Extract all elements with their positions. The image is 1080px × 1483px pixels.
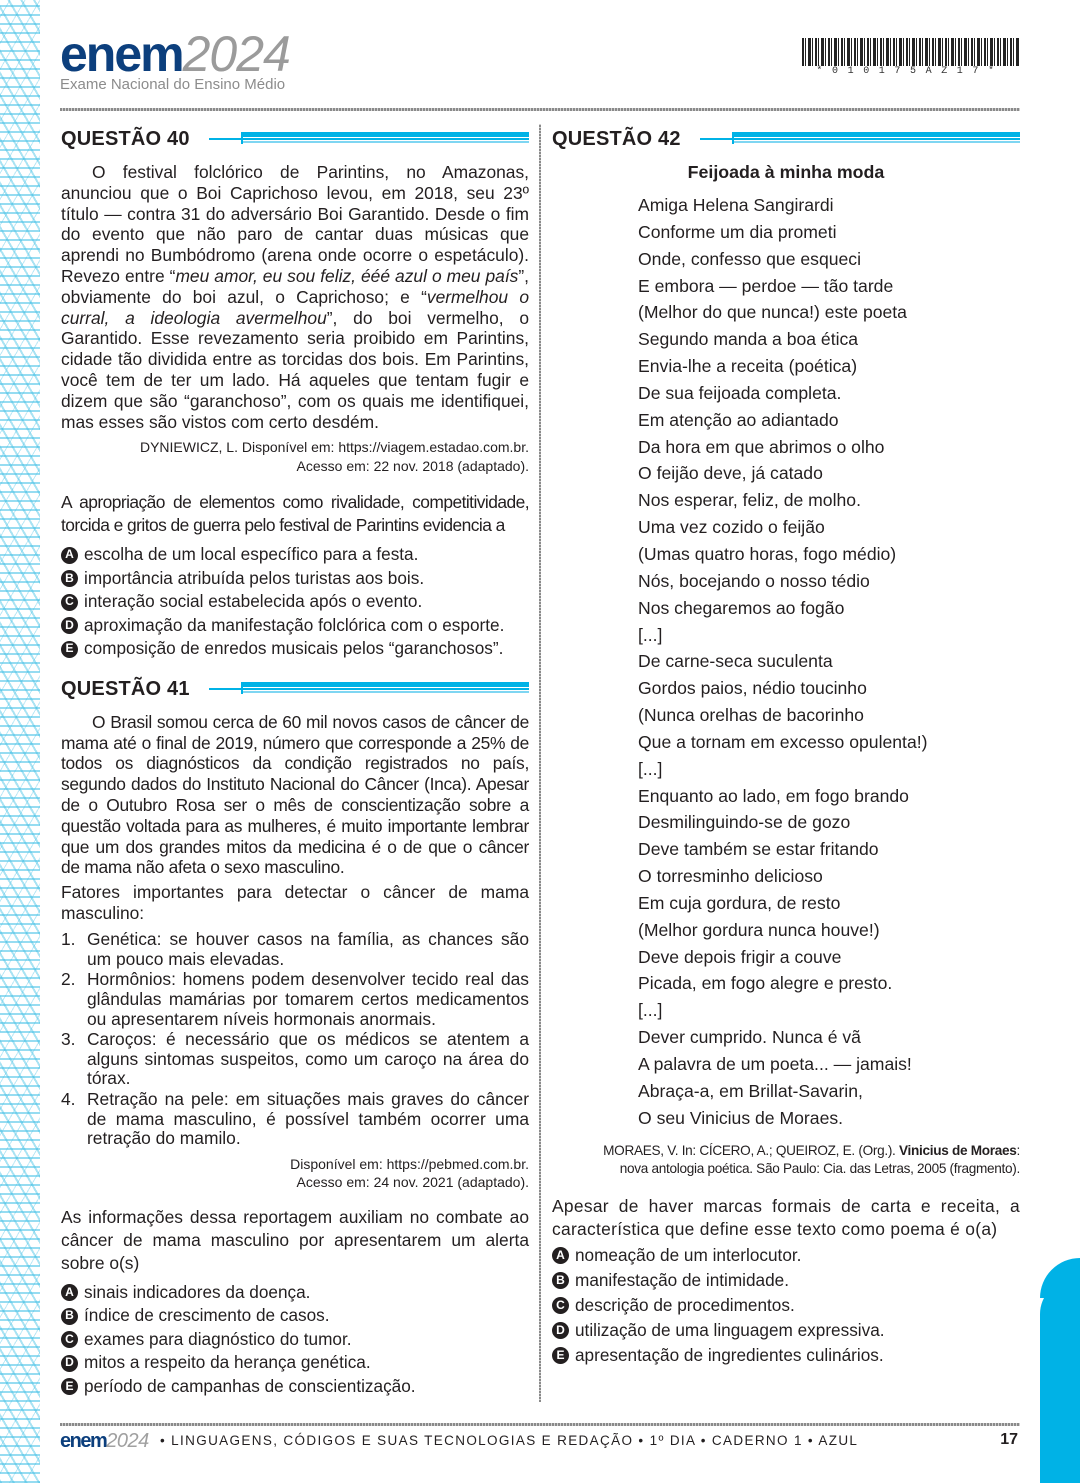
question-title: QUESTÃO 41 xyxy=(61,677,190,700)
poem-verse: O feijão deve, já catado xyxy=(638,463,823,484)
answer-options xyxy=(61,543,529,661)
option-letter-icon: C xyxy=(61,594,78,611)
poem-verse: Dever cumprido. Nunca é vã xyxy=(638,1027,861,1048)
list-item: 2. Hormônios: homens podem desenvolver tecido real das glândulas mamárias por tomarem certos medicamentos ou apresentarem níveis hormonais anormais. xyxy=(61,969,529,1029)
question-stem: A apropriação de elementos como rivalidade, competitividade, torcida e gritos de guerra pelo festival de Parintins evidencia a xyxy=(61,492,529,536)
poem-verse: [...] xyxy=(638,624,663,645)
poem-verse: [...] xyxy=(638,758,663,779)
poem-verse: Que a tornam em excesso opulenta!) xyxy=(638,731,928,752)
passage-text: O festival folclórico de Parintins, no Amazonas, anunciou que o Boi Caprichoso levou, em 2018, seu 23º título — contra 31 do adversário Boi Garantido. Desde o fim do evento que não paro de cantar duas músicas que aprendi no Bumbódromo (arena onde ocorre o espetáculo). Revezo entre “meu amor, eu sou feliz, ééé azul o meu país”, obviamente do boi azul, o Caprichoso; e “vermelhou o curral, a ideologia avermelhou”, do boi vermelho, o Garantido. Esse revezamento seria proibido em Parintins, cidade tão dividida entre as torcidas dos bois. Em Parintins, você tem de ter um lado. Há aqueles que tentam fugir e dizem que são “garanchoso”, com os quais me identifiquei, mas esses são vistos com certo desdém. xyxy=(61,162,529,432)
poem-verse: E embora — perdoe — tão tarde xyxy=(638,275,894,296)
option-c[interactable]: C exames para diagnóstico do tumor. xyxy=(61,1328,529,1352)
poem-verse: Nos chegaremos ao fogão xyxy=(638,597,845,618)
answer-options xyxy=(61,1281,529,1399)
poem-verse: Deve também se estar fritando xyxy=(638,839,879,860)
option-letter-icon: C xyxy=(61,1331,78,1348)
option-letter-icon: E xyxy=(552,1347,569,1364)
option-letter-icon: A xyxy=(61,1284,78,1301)
left-column xyxy=(61,126,529,1398)
exam-subtitle: Exame Nacional do Ensino Médio xyxy=(60,76,286,93)
poem-verse: Desmilinguindo-se de gozo xyxy=(638,812,851,833)
option-c[interactable]: C interação social estabelecida após o evento. xyxy=(61,590,529,614)
list-item: 3. Caroços: é necessário que os médicos se atentem a alguns sintomas suspeitos, como um caroço na área do tórax. xyxy=(61,1029,529,1089)
header-divider xyxy=(60,108,1020,111)
title-bar-decoration xyxy=(209,132,529,146)
poem-verse: Uma vez cozido o feijão xyxy=(638,517,825,538)
poem-verse: (Umas quatro horas, fogo médio) xyxy=(638,543,897,564)
option-a[interactable]: A sinais indicadores da doença. xyxy=(61,1281,529,1305)
option-letter-icon: E xyxy=(61,641,78,658)
passage-source: DYNIEWICZ, L. Disponível em: https://viagem.estadao.com.br. Acesso em: 22 nov. 2018 (adaptado). xyxy=(139,439,529,474)
question-40 xyxy=(61,126,529,661)
poem-verse: (Melhor gordura nunca houve!) xyxy=(638,919,880,940)
question-stem: Apesar de haver marcas formais de carta e receita, a característica que define esse texto como poema é o(a) xyxy=(552,1195,1020,1239)
poem-verse: Segundo manda a boa ética xyxy=(638,329,859,350)
poem-source: MORAES, V. In: CÍCERO, A.; QUEIROZ, E. (Org.). Vinicius de Moraes: nova antologia poética. São Paulo: Cia. das Letras, 2005 (fragmento). xyxy=(603,1142,1020,1177)
list-item: 1. Genética: se houver casos na família, as chances são um pouco mais elevadas. xyxy=(61,929,529,969)
poem-verse: Nos esperar, feliz, de molho. xyxy=(638,490,861,511)
question-title: QUESTÃO 42 xyxy=(552,128,681,150)
column-divider xyxy=(539,124,541,1402)
poem-verse: Abraça-a, em Brillat-Savarin, xyxy=(638,1080,863,1101)
option-letter-icon: D xyxy=(552,1322,569,1339)
poem-verse: Nós, bocejando o nosso tédio xyxy=(638,570,870,591)
poem-verse: Gordos paios, nédio toucinho xyxy=(638,678,867,699)
option-letter-icon: A xyxy=(61,547,78,564)
poem-verse: Da hora em que abrimos o olho xyxy=(638,436,885,457)
poem-verse: O torresminho delicioso xyxy=(638,866,823,887)
color-tab-azul xyxy=(1040,1258,1080,1483)
poem-verse: Em atenção ao adiantado xyxy=(638,409,839,430)
poem-verse: De carne-seca suculenta xyxy=(638,651,833,672)
poem-verse: De sua feijoada completa. xyxy=(638,382,842,403)
poem-body xyxy=(638,192,1020,1132)
poem-verse: Enquanto ao lado, em fogo brando xyxy=(638,785,909,806)
footer-enem-logo: enem2024 xyxy=(60,1430,149,1452)
enem-logo: enem2024 xyxy=(60,26,290,82)
poem-verse: Deve depois frigir a couve xyxy=(638,946,842,967)
poem-verse: Amiga Helena Sangirardi xyxy=(638,195,834,215)
question-title: QUESTÃO 40 xyxy=(61,128,190,150)
option-letter-icon: A xyxy=(552,1247,569,1264)
title-bar-decoration xyxy=(700,132,1020,146)
passage-text: O Brasil somou cerca de 60 mil novos casos de câncer de mama até o final de 2019, número que corresponde a 25% de todos os diagnósticos da condição registrados no país, segundo dados do Instituto Nacional do Câncer (Inca). Apesar de o Outubro Rosa ser o mês de conscientização sobre a questão voltada para as mulheres, é muito importante lembrar que um dos grandes mitos da medicina é o de que o câncer de mama não afeta o sexo masculino. xyxy=(61,711,529,878)
option-b[interactable]: B manifestação de intimidade. xyxy=(552,1268,1020,1293)
decorative-pattern-strip xyxy=(0,0,40,1483)
option-d[interactable]: D utilização de uma linguagem expressiva. xyxy=(552,1318,1020,1343)
poem-verse: Envia-lhe a receita (poética) xyxy=(638,356,858,377)
option-letter-icon: E xyxy=(61,1378,78,1395)
barcode-number: *010175AZ17* xyxy=(816,66,1004,77)
page-number: 17 xyxy=(1000,1431,1018,1448)
poem-verse: (Nunca orelhas de bacorinho xyxy=(638,705,864,726)
right-column xyxy=(552,126,1020,1369)
poem-verse: Onde, confesso que esqueci xyxy=(638,248,862,269)
poem-verse: Conforme um dia prometi xyxy=(638,221,837,242)
title-bar-decoration xyxy=(209,682,529,696)
option-letter-icon: D xyxy=(61,617,78,634)
question-stem: As informações dessa reportagem auxiliam no combate ao câncer de mama masculino por apresentarem um alerta sobre o(s) xyxy=(61,1206,529,1273)
answer-options xyxy=(552,1243,1020,1369)
list-intro: Fatores importantes para detectar o câncer de mama masculino: xyxy=(61,882,529,924)
passage-source: Disponível em: https://pebmed.com.br. Acesso em: 24 nov. 2021 (adaptado). xyxy=(290,1155,529,1191)
factors-list xyxy=(61,930,529,1149)
option-c[interactable]: C descrição de procedimentos. xyxy=(552,1293,1020,1318)
poem-title: Feijoada à minha moda xyxy=(687,162,885,182)
barcode-icon xyxy=(802,38,1020,66)
question-41 xyxy=(61,676,529,1398)
option-e[interactable]: E apresentação de ingredientes culinários. xyxy=(552,1343,1020,1368)
poem-verse: Picada, em fogo alegre e presto. xyxy=(638,973,893,994)
footer-divider xyxy=(60,1423,1020,1426)
question-42 xyxy=(552,126,1020,1369)
option-a[interactable]: A nomeação de um interlocutor. xyxy=(552,1243,1020,1268)
option-d[interactable]: D mitos a respeito da herança genética. xyxy=(61,1351,529,1375)
poem-verse: O seu Vinicius de Moraes. xyxy=(638,1107,844,1128)
option-a[interactable]: A escolha de um local específico para a festa. xyxy=(61,543,529,567)
list-item: 4. Retração na pele: em situações mais graves do câncer de mama masculino, é possível também ocorrer uma retração do mamilo. xyxy=(61,1088,529,1149)
option-letter-icon: B xyxy=(61,570,78,587)
option-d[interactable]: D aproximação da manifestação folclórica com o esporte. xyxy=(61,614,529,638)
poem-verse: (Melhor do que nunca!) este poeta xyxy=(638,302,907,323)
poem-verse: A palavra de um poeta... — jamais! xyxy=(638,1054,912,1074)
option-letter-icon: B xyxy=(552,1272,569,1289)
option-e[interactable]: E período de campanhas de conscientização. xyxy=(61,1375,529,1399)
option-letter-icon: C xyxy=(552,1297,569,1314)
option-letter-icon: D xyxy=(61,1355,78,1372)
page-header xyxy=(60,28,1020,112)
option-letter-icon: B xyxy=(61,1308,78,1325)
option-b[interactable]: B índice de crescimento de casos. xyxy=(61,1304,529,1328)
footer-info: • LINGUAGENS, CÓDIGOS E SUAS TECNOLOGIAS E REDAÇÃO • 1º DIA • CADERNO 1 • AZUL xyxy=(160,1433,859,1448)
poem-verse: [...] xyxy=(638,1000,663,1021)
option-b[interactable]: B importância atribuída pelos turistas aos bois. xyxy=(61,567,529,591)
poem-verse: Em cuja gordura, de resto xyxy=(638,892,841,913)
option-e[interactable]: E composição de enredos musicais pelos “garanchosos”. xyxy=(61,637,529,661)
page-footer xyxy=(60,1430,1020,1452)
